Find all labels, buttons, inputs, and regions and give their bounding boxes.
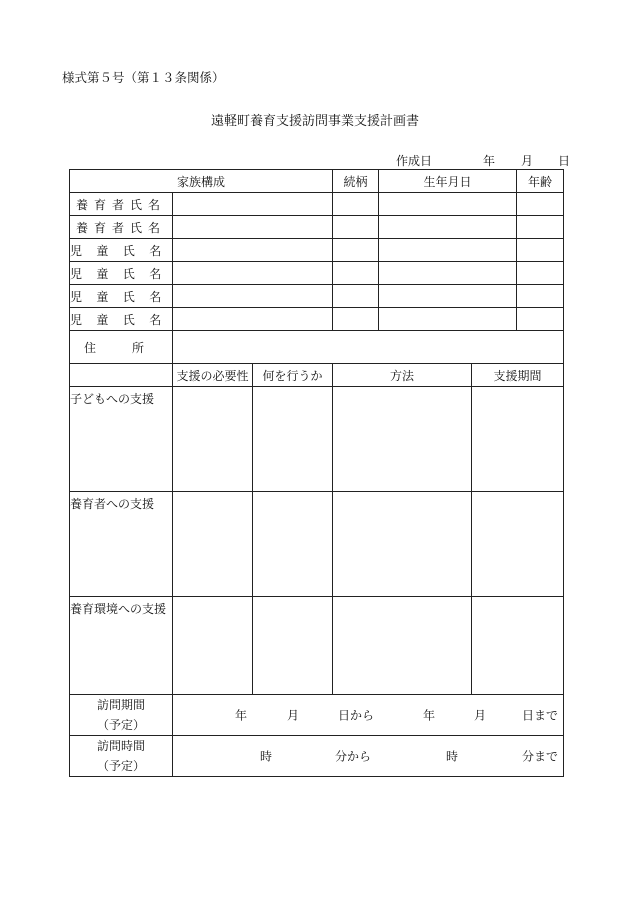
- support-header-blank: [70, 364, 173, 387]
- age-cell[interactable]: [517, 308, 564, 331]
- birthdate-cell[interactable]: [379, 308, 517, 331]
- support-plan-table: [69, 169, 564, 777]
- age-cell[interactable]: [517, 239, 564, 262]
- visit-period-row: [70, 695, 564, 736]
- end-hour-label: 時: [446, 749, 459, 764]
- visit-period-label-line2: （予定）: [96, 718, 145, 732]
- visit-period-label: [70, 695, 173, 736]
- address-label: 住 所: [70, 331, 173, 364]
- end-minute-label: 分まで: [522, 749, 559, 764]
- family-row: [70, 193, 564, 216]
- age-cell[interactable]: [517, 285, 564, 308]
- visit-time-label-line1: 訪問時間: [96, 739, 145, 753]
- method-header: 方法: [333, 364, 472, 387]
- family-row: [70, 262, 564, 285]
- period-cell[interactable]: [472, 492, 564, 597]
- support-header-row: [70, 364, 564, 387]
- name-cell[interactable]: [173, 239, 333, 262]
- address-row: [70, 331, 564, 364]
- period-cell[interactable]: [472, 387, 564, 492]
- support-row: [70, 597, 564, 695]
- birthdate-cell[interactable]: [379, 193, 517, 216]
- what-cell[interactable]: [253, 597, 333, 695]
- child-support-label: 子どもへの支援: [70, 387, 173, 492]
- guardian-name-label: 養育者氏名: [70, 193, 173, 216]
- period-cell[interactable]: [472, 597, 564, 695]
- period-header: 支援期間: [472, 364, 564, 387]
- child-name-label: 児童氏名: [70, 262, 173, 285]
- end-year-label: 年: [423, 708, 436, 723]
- birthdate-cell[interactable]: [379, 216, 517, 239]
- end-day-label: 日まで: [522, 708, 559, 723]
- form-number: 様式第５号（第１３条関係）: [62, 70, 225, 85]
- guardian-name-label: 養育者氏名: [70, 216, 173, 239]
- address-cell[interactable]: [173, 331, 564, 364]
- relation-cell[interactable]: [333, 285, 379, 308]
- necessity-header: 支援の必要性: [173, 364, 253, 387]
- necessity-cell[interactable]: [173, 597, 253, 695]
- start-year-label: 年: [235, 708, 248, 723]
- birthdate-cell[interactable]: [379, 285, 517, 308]
- visit-period-field[interactable]: [173, 695, 564, 736]
- age-cell[interactable]: [517, 193, 564, 216]
- relation-cell[interactable]: [333, 239, 379, 262]
- birthdate-header: 生年月日: [379, 170, 517, 193]
- relation-cell[interactable]: [333, 216, 379, 239]
- start-day-label: 日から: [338, 708, 375, 723]
- day-label: 日: [558, 154, 571, 168]
- relation-header: 続柄: [333, 170, 379, 193]
- environment-support-label: 養育環境への支援: [70, 597, 173, 695]
- what-cell[interactable]: [253, 492, 333, 597]
- birthdate-cell[interactable]: [379, 262, 517, 285]
- visit-period-label-line1: 訪問期間: [96, 698, 145, 712]
- method-cell[interactable]: [333, 387, 472, 492]
- start-minute-label: 分から: [335, 749, 372, 764]
- family-composition-header: 家族構成: [70, 170, 333, 193]
- family-row: [70, 239, 564, 262]
- child-name-label: 児童氏名: [70, 239, 173, 262]
- start-month-label: 月: [287, 708, 300, 723]
- relation-cell[interactable]: [333, 193, 379, 216]
- family-header-row: [70, 170, 564, 193]
- family-row: [70, 285, 564, 308]
- visit-time-row: [70, 736, 564, 777]
- age-cell[interactable]: [517, 216, 564, 239]
- child-name-label: 児童氏名: [70, 285, 173, 308]
- necessity-cell[interactable]: [173, 387, 253, 492]
- guardian-support-label: 養育者への支援: [70, 492, 173, 597]
- child-name-label: 児童氏名: [70, 308, 173, 331]
- family-row: [70, 308, 564, 331]
- start-hour-label: 時: [260, 749, 273, 764]
- method-cell[interactable]: [333, 597, 472, 695]
- method-cell[interactable]: [333, 492, 472, 597]
- name-cell[interactable]: [173, 216, 333, 239]
- page-title: 遠軽町養育支援訪問事業支援計画書: [210, 114, 419, 129]
- birthdate-cell[interactable]: [379, 239, 517, 262]
- support-row: [70, 492, 564, 597]
- year-label: 年: [483, 154, 496, 168]
- relation-cell[interactable]: [333, 308, 379, 331]
- name-cell[interactable]: [173, 262, 333, 285]
- relation-cell[interactable]: [333, 262, 379, 285]
- month-label: 月: [521, 154, 534, 168]
- support-row: [70, 387, 564, 492]
- what-header: 何を行うか: [253, 364, 333, 387]
- necessity-cell[interactable]: [173, 492, 253, 597]
- end-month-label: 月: [474, 708, 487, 723]
- age-cell[interactable]: [517, 262, 564, 285]
- name-cell[interactable]: [173, 193, 333, 216]
- visit-time-field[interactable]: [173, 736, 564, 777]
- visit-time-label: [70, 736, 173, 777]
- age-header: 年齢: [517, 170, 564, 193]
- family-row: [70, 216, 564, 239]
- name-cell[interactable]: [173, 285, 333, 308]
- visit-time-label-line2: （予定）: [96, 759, 145, 773]
- what-cell[interactable]: [253, 387, 333, 492]
- name-cell[interactable]: [173, 308, 333, 331]
- created-label: 作成日: [396, 154, 433, 168]
